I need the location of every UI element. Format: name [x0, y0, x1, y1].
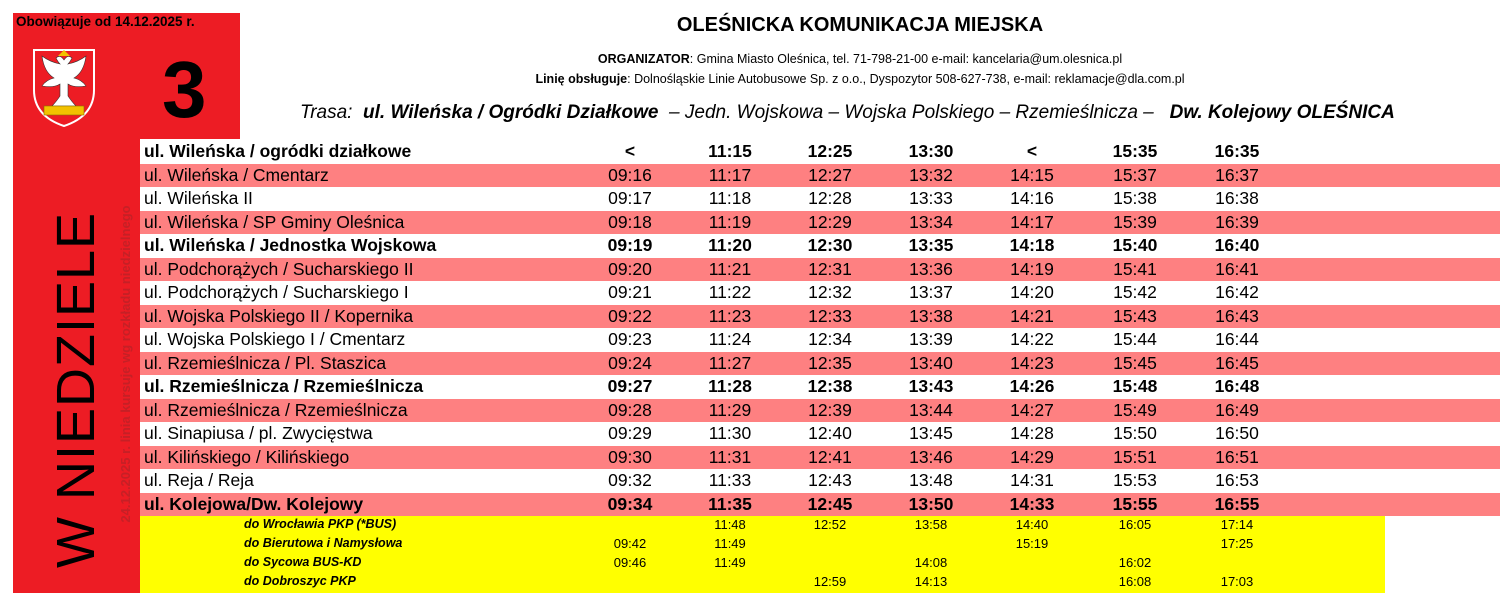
- route-start: ul. Wileńska / Ogródki Działkowe: [363, 102, 659, 123]
- stop-row: [140, 493, 1500, 516]
- stop-row: [140, 211, 1500, 234]
- departure-time: 13:43: [908, 376, 954, 396]
- departure-time: 12:33: [808, 305, 852, 326]
- stop-name: ul. Wileńska / Cmentarz: [144, 164, 329, 185]
- stop-name: ul. Wileńska / ogródki działkowe: [144, 141, 412, 161]
- stop-name: ul. Wileńska / SP Gminy Oleśnica: [144, 211, 405, 232]
- departure-time: 13:44: [909, 399, 953, 420]
- departure-time: 13:46: [909, 446, 953, 467]
- connection-time: 17:03: [1220, 574, 1254, 589]
- connection-time: 11:49: [714, 555, 746, 570]
- departure-time: 15:49: [1113, 399, 1157, 420]
- operator-line: [420, 72, 1300, 86]
- stop-row: [140, 234, 1500, 257]
- departure-time: 14:17: [1010, 211, 1054, 232]
- route-prefix: Trasa:: [300, 102, 353, 123]
- stop-name: ul. Kolejowa/Dw. Kolejowy: [144, 493, 364, 514]
- connection-time: 16:02: [1118, 555, 1152, 570]
- departure-time: 16:35: [1214, 141, 1260, 161]
- stop-name: ul. Podchorążych / Sucharskiego I: [144, 282, 409, 302]
- departure-time: 11:33: [708, 470, 752, 490]
- departure-time: 15:43: [1113, 305, 1157, 326]
- departure-time: 16:49: [1215, 399, 1259, 420]
- stop-row: [140, 469, 1500, 492]
- connection-time: 09:42: [613, 536, 647, 551]
- departure-time: 09:19: [607, 235, 653, 255]
- departure-time: 13:39: [909, 329, 953, 349]
- departure-time: 14:18: [1009, 235, 1055, 255]
- stop-name: ul. Wileńska / Jednostka Wojskowa: [144, 235, 437, 255]
- departure-time: 16:45: [1215, 352, 1259, 373]
- departure-time: 12:30: [807, 235, 853, 255]
- departure-time: 14:27: [1010, 399, 1054, 420]
- departure-time: 09:28: [608, 399, 652, 420]
- operator-details: : Dolnośląskie Linie Autobusowe Sp. z o.o., Dyspozytor 508-627-738, e-mail: reklamacje@dla.com.pl: [627, 72, 1185, 86]
- departure-time: 13:48: [909, 470, 953, 490]
- departure-time: 13:37: [909, 282, 953, 302]
- departure-time: 09:34: [607, 493, 653, 514]
- route-middle: – Jedn. Wojskowa – Wojska Polskiego – Rzemieślnicza –: [669, 102, 1154, 123]
- stop-row: [140, 328, 1500, 351]
- departure-time: 15:38: [1113, 188, 1157, 208]
- departure-time: 12:39: [808, 399, 852, 420]
- departure-time: 15:50: [1113, 423, 1157, 443]
- connection-row: [140, 554, 1385, 573]
- stop-row: [140, 164, 1500, 187]
- day-type-label: W NIEDZIELE: [46, 211, 106, 569]
- connection-time: 14:13: [914, 574, 948, 589]
- departure-time: 15:39: [1113, 211, 1157, 232]
- departure-time: 16:50: [1215, 423, 1259, 443]
- connection-time: 11:49: [714, 536, 746, 551]
- stop-row: [140, 422, 1500, 445]
- departure-time: 14:22: [1010, 329, 1054, 349]
- departure-time: 16:37: [1215, 164, 1259, 185]
- line-number: 3: [162, 45, 207, 134]
- departure-time: 16:53: [1215, 470, 1259, 490]
- departure-time: 09:29: [608, 423, 652, 443]
- departure-time: 11:17: [708, 164, 752, 185]
- connection-time: 17:25: [1220, 536, 1254, 551]
- departure-time: 14:21: [1010, 305, 1054, 326]
- holiday-note: 24.12.2025 r. linia kursuje wg rozkładu niedzielnego: [118, 205, 133, 523]
- connection-time: 16:08: [1118, 574, 1152, 589]
- departure-time: 09:23: [608, 329, 652, 349]
- departure-time: 13:30: [908, 141, 954, 161]
- departure-time: 16:38: [1215, 188, 1259, 208]
- departure-time: 09:18: [608, 211, 652, 232]
- departure-time: 15:48: [1112, 376, 1158, 396]
- departure-time: 15:55: [1112, 493, 1158, 514]
- departure-time: 15:51: [1113, 446, 1157, 467]
- departure-time: 12:41: [808, 446, 852, 467]
- departure-time: 15:37: [1113, 164, 1157, 185]
- departure-time: 09:24: [608, 352, 652, 373]
- olesnica-coat-of-arms-icon: [30, 46, 98, 128]
- departure-time: 15:45: [1113, 352, 1157, 373]
- connection-time: 16:05: [1118, 517, 1152, 532]
- stop-row: [140, 187, 1500, 210]
- departure-time: 11:20: [708, 235, 752, 255]
- departure-time: 11:15: [708, 141, 752, 161]
- departure-time: 14:20: [1010, 282, 1054, 302]
- route-description: [300, 102, 1480, 124]
- departure-time: 11:24: [708, 329, 752, 349]
- departure-time: 09:17: [608, 188, 652, 208]
- departure-time: 11:29: [708, 399, 752, 420]
- departure-time: 13:32: [909, 164, 953, 185]
- departure-time: 12:25: [807, 141, 853, 161]
- organizer-line: [420, 52, 1300, 66]
- departure-time: 11:31: [708, 446, 752, 467]
- stop-row: [140, 399, 1500, 422]
- departure-time: 12:45: [807, 493, 853, 514]
- departure-time: 16:44: [1215, 329, 1259, 349]
- departure-time: 12:35: [808, 352, 852, 373]
- stop-name: ul. Kilińskiego / Kilińskiego: [144, 446, 350, 467]
- stop-row: [140, 140, 1500, 163]
- departure-time: 12:28: [808, 188, 852, 208]
- departure-time: 09:32: [608, 470, 652, 490]
- departure-time: 13:45: [909, 423, 953, 443]
- connection-time: 11:48: [714, 517, 746, 532]
- departure-time: 16:48: [1214, 376, 1260, 396]
- departure-time: 16:42: [1215, 282, 1259, 302]
- stop-row: [140, 305, 1500, 328]
- departure-time: 14:28: [1010, 423, 1054, 443]
- departure-time: 14:23: [1010, 352, 1054, 373]
- departure-time: 12:29: [808, 211, 852, 232]
- departure-time: 16:51: [1215, 446, 1259, 467]
- departure-time: 15:53: [1113, 470, 1157, 490]
- organizer-details: : Gmina Miasto Oleśnica, tel. 71-798-21-00 e-mail: kancelaria@um.olesnica.pl: [689, 52, 1123, 66]
- connection-name: do Bierutowa i Namysłowa: [244, 536, 403, 550]
- departure-time: 12:34: [808, 329, 852, 349]
- stop-row: [140, 258, 1500, 281]
- organizer-label: ORGANIZATOR: [597, 52, 690, 66]
- departure-time: 11:18: [708, 188, 752, 208]
- departure-time: 12:32: [808, 282, 852, 302]
- departure-time: 12:31: [808, 258, 852, 279]
- connection-row: [140, 516, 1385, 535]
- departure-time: 12:40: [808, 423, 852, 443]
- connection-row: [140, 573, 1385, 592]
- connection-name: do Wrocławia PKP (*BUS): [244, 517, 397, 531]
- departure-time: 11:27: [708, 352, 752, 373]
- connection-time: 17:14: [1220, 517, 1254, 532]
- stop-name: ul. Wojska Polskiego I / Cmentarz: [144, 329, 406, 349]
- stop-name: ul. Rzemieślnicza / Rzemieślnicza: [144, 399, 408, 420]
- connection-time: 13:58: [914, 517, 948, 532]
- organization-title: OLEŚNICKA KOMUNIKACJA MIEJSKA: [676, 14, 1044, 36]
- departure-time: 15:41: [1113, 258, 1157, 279]
- connection-time: 12:59: [813, 574, 847, 589]
- departure-time: 09:30: [608, 446, 652, 467]
- stop-name: ul. Sinapiusa / pl. Zwycięstwa: [144, 423, 373, 443]
- connection-time: 09:46: [613, 555, 647, 570]
- departure-time: 15:40: [1112, 235, 1158, 255]
- departure-time: 16:55: [1214, 493, 1260, 514]
- departure-time: 15:35: [1112, 141, 1158, 161]
- stop-name: ul. Reja / Reja: [144, 470, 254, 490]
- stop-row: [140, 281, 1500, 304]
- departure-time: 15:44: [1113, 329, 1157, 349]
- departure-time: 14:16: [1010, 188, 1054, 208]
- departure-time: 09:16: [608, 164, 652, 185]
- stop-name: ul. Rzemieślnicza / Rzemieślnicza: [144, 376, 424, 396]
- connection-time: 12:52: [813, 517, 847, 532]
- stop-name: ul. Wojska Polskiego II / Kopernika: [144, 305, 414, 326]
- departure-time: 13:50: [908, 493, 954, 514]
- validity-date: Obowiązuje od 14.12.2025 r.: [16, 14, 195, 29]
- departure-time: <: [1026, 141, 1038, 161]
- departure-time: 13:40: [909, 352, 953, 373]
- departure-time: 16:39: [1215, 211, 1259, 232]
- departure-time: 13:35: [908, 235, 954, 255]
- connection-row: [140, 535, 1385, 554]
- departure-time: 11:35: [708, 493, 752, 514]
- stop-name: ul. Rzemieślnicza / Pl. Staszica: [144, 352, 387, 373]
- departure-time: 11:19: [708, 211, 752, 232]
- departure-time: 12:38: [807, 376, 853, 396]
- departure-time: 14:31: [1010, 470, 1054, 490]
- departure-time: 11:30: [708, 423, 752, 443]
- stop-row: [140, 446, 1500, 469]
- connection-name: do Sycowa BUS-KD: [244, 555, 362, 569]
- departure-time: 11:28: [708, 376, 752, 396]
- departure-time: 12:43: [808, 470, 852, 490]
- departure-time: 14:19: [1010, 258, 1054, 279]
- departure-time: 16:40: [1214, 235, 1260, 255]
- departure-time: 13:34: [909, 211, 953, 232]
- connection-time: 14:08: [914, 555, 948, 570]
- connection-time: 14:40: [1015, 517, 1049, 532]
- departure-time: <: [624, 141, 636, 161]
- departure-time: 14:15: [1010, 164, 1054, 185]
- departure-time: 09:22: [608, 305, 652, 326]
- departure-time: 13:38: [909, 305, 953, 326]
- departure-time: 09:21: [608, 282, 652, 302]
- connection-name: do Dobroszyc PKP: [244, 574, 356, 588]
- route-end: Dw. Kolejowy OLEŚNICA: [1169, 102, 1395, 123]
- stop-name: ul. Podchorążych / Sucharskiego II: [144, 258, 414, 279]
- stop-name: ul. Wileńska II: [144, 188, 253, 208]
- departure-time: 11:21: [708, 258, 752, 279]
- departure-time: 13:33: [909, 188, 953, 208]
- departure-time: 16:41: [1215, 258, 1259, 279]
- departure-time: 14:26: [1009, 376, 1055, 396]
- departure-time: 09:27: [607, 376, 653, 396]
- departure-time: 16:43: [1215, 305, 1259, 326]
- departure-time: 09:20: [608, 258, 652, 279]
- departure-time: 13:36: [909, 258, 953, 279]
- departure-time: 11:23: [708, 305, 752, 326]
- departure-time: 11:22: [708, 282, 752, 302]
- departure-time: 14:33: [1009, 493, 1055, 514]
- stop-row: [140, 375, 1500, 398]
- departure-time: 14:29: [1010, 446, 1054, 467]
- stop-row: [140, 352, 1500, 375]
- departure-time: 12:27: [808, 164, 852, 185]
- connection-time: 15:19: [1015, 536, 1049, 551]
- departure-time: 15:42: [1113, 282, 1157, 302]
- connections-table: [140, 516, 1385, 593]
- operator-label: Linię obsługuje: [535, 72, 628, 86]
